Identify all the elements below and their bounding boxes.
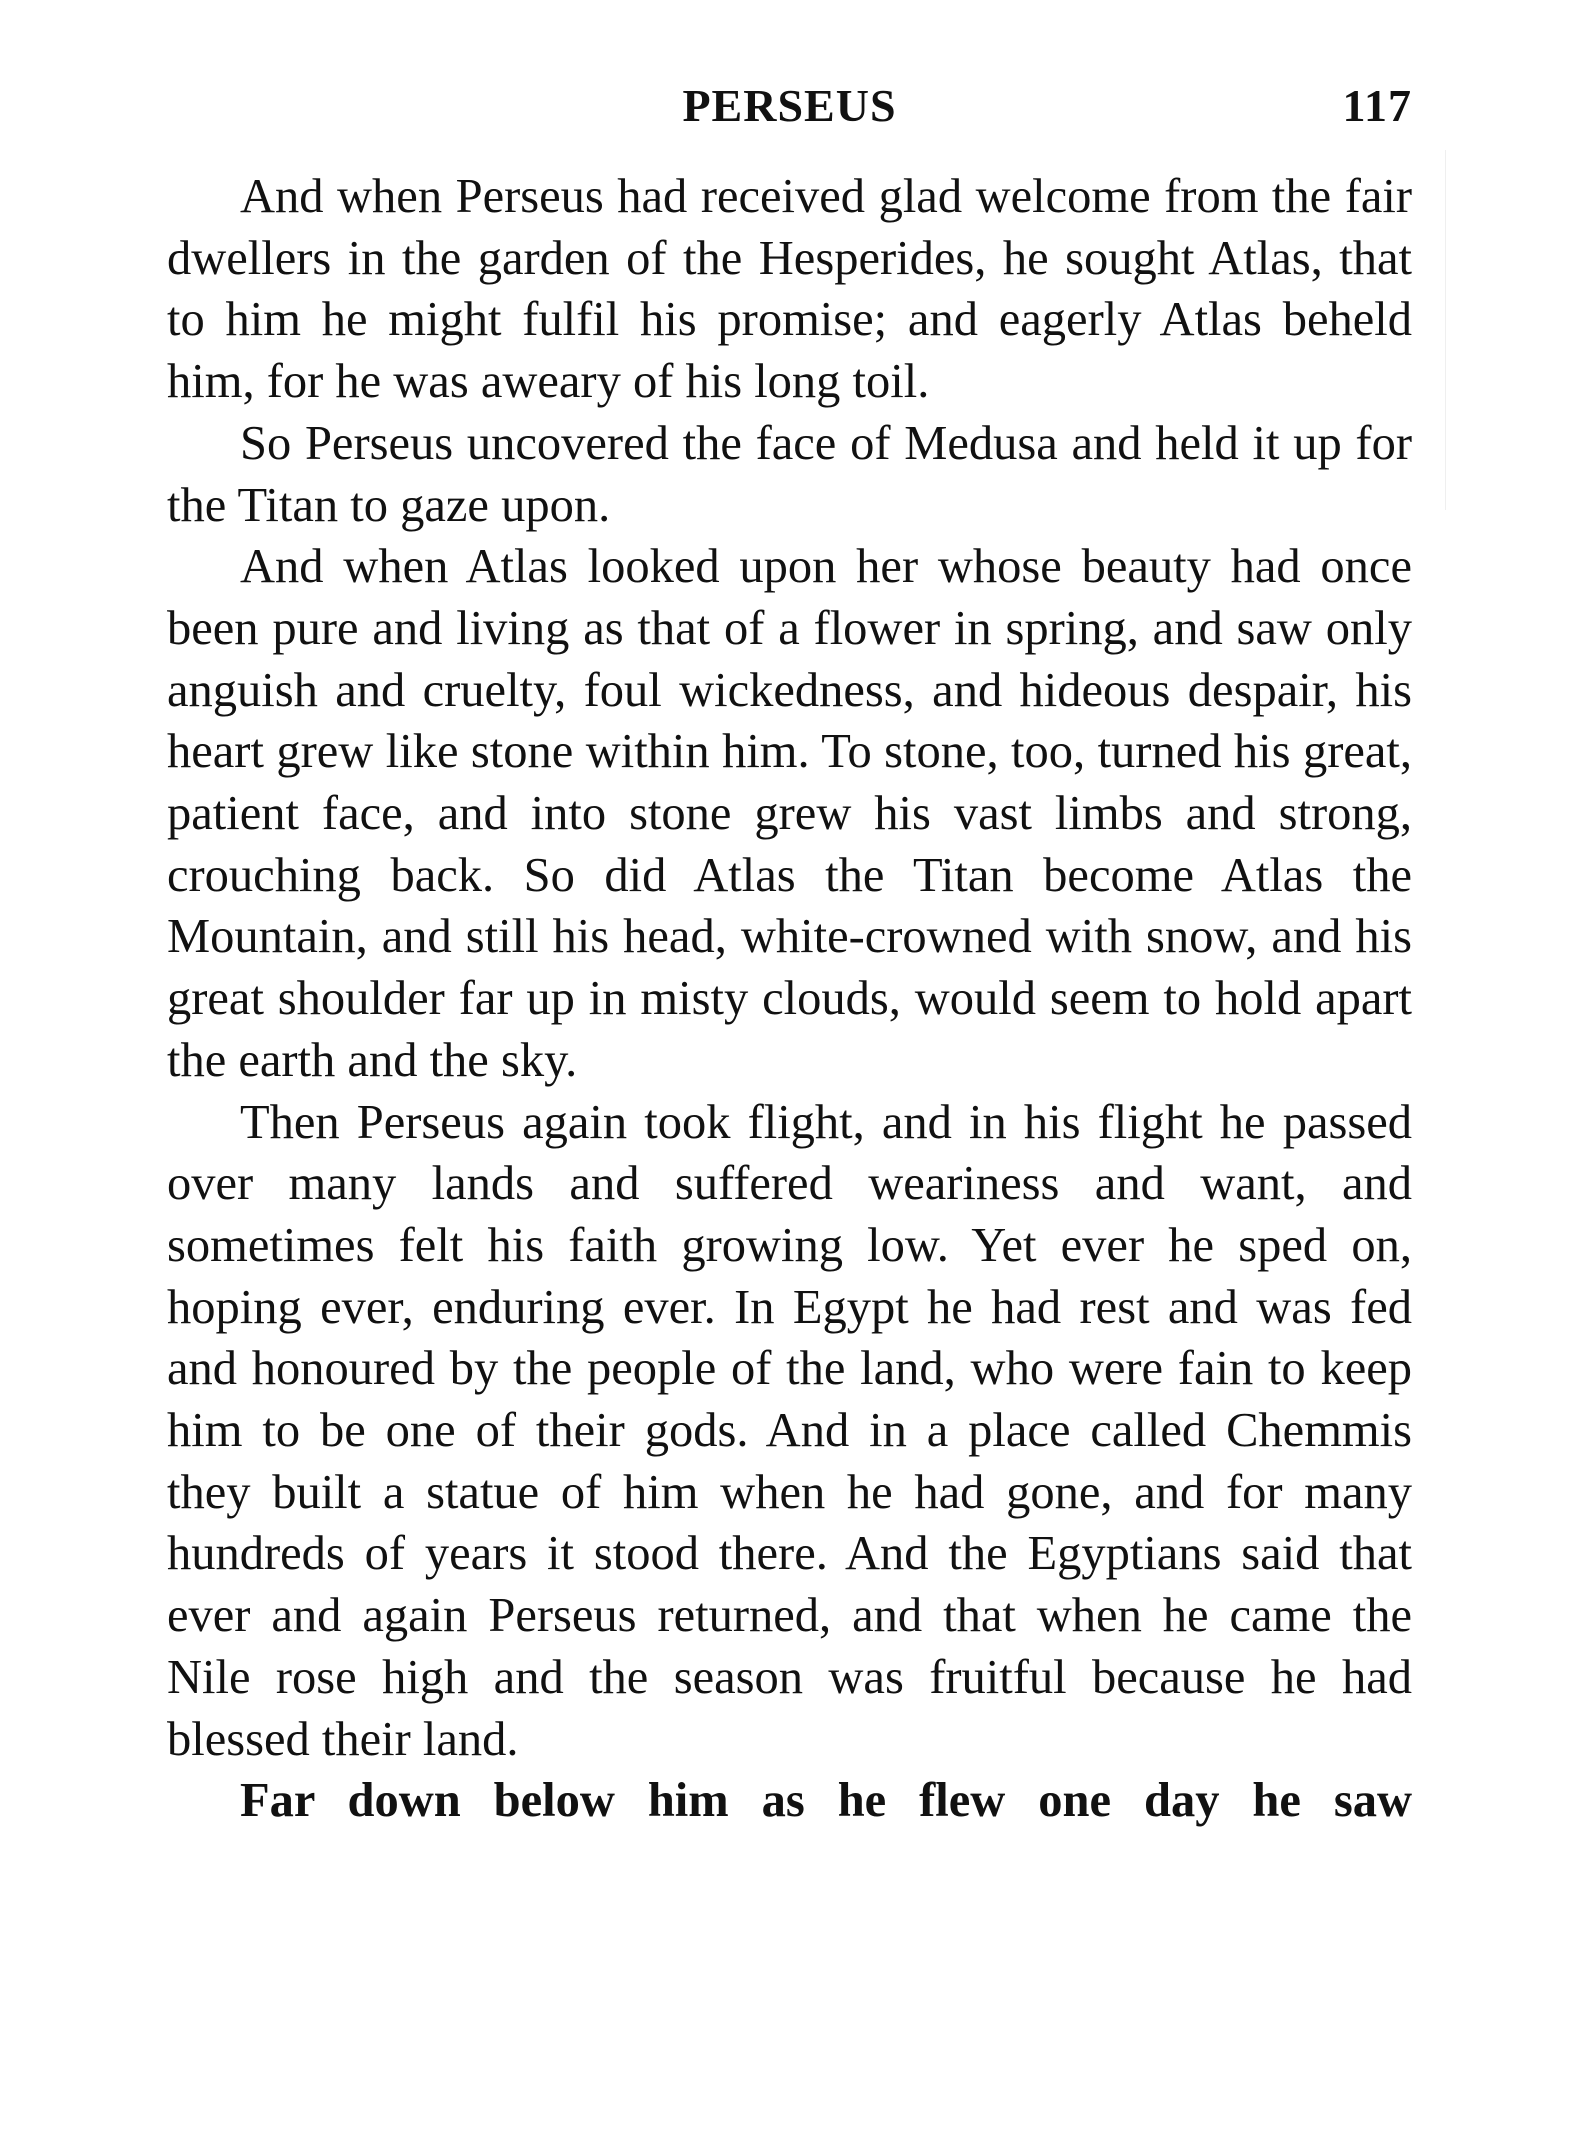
running-title: PERSEUS xyxy=(682,80,897,131)
body-text xyxy=(167,166,1412,1832)
paragraph-medusa-face: So Perseus uncovered the face of Medusa and held it up for the Titan to gaze upon. xyxy=(167,416,1412,532)
paragraph-perseus-flight: Then Perseus again took flight, and in his flight he passed over many lands and suffered weariness and want, and sometimes felt his faith growing low. Yet ever he sped on, hoping ever, enduring ever. In Egypt he had rest and was fed and honoured by the people of the land, who were fain to keep him to be one of their gods. And in a place called Chemmis they built a statue of him when he had gone, and for many hundreds of years it stood there. And the Egyptians said that ever and again Perseus returned, and that when he came the Nile rose high and the season was fruitful because he had blessed their land. xyxy=(167,1095,1412,1766)
page-edge-mark xyxy=(1445,150,1446,510)
page-header xyxy=(167,76,1412,136)
paragraph-atlas-stone: And when Atlas looked upon her whose beauty had once been pure and living as that of a flower in spring, and saw only anguish and cruelty, foul wickedness, and hideous despair, his heart grew like stone within him. To stone, too, turned his great, patient face, and into stone grew his vast limbs and strong, crouching back. So did Atlas the Titan become Atlas the Mountain, and still his head, white-crowned with snow, and his great shoulder far up in misty clouds, would seem to hold apart the earth and the sky. xyxy=(167,540,1412,1087)
page-number: 117 xyxy=(1342,80,1412,131)
paragraph-hesperides: And when Perseus had received glad welcome from the fair dwellers in the garden of the Hesperides, he sought Atlas, that to him he might fulfil his promise; and eagerly Atlas beheld him, for he was aweary of his long toil. xyxy=(167,170,1412,409)
paragraph-far-down: Far down below him as he flew one day he saw xyxy=(240,1774,1412,1828)
